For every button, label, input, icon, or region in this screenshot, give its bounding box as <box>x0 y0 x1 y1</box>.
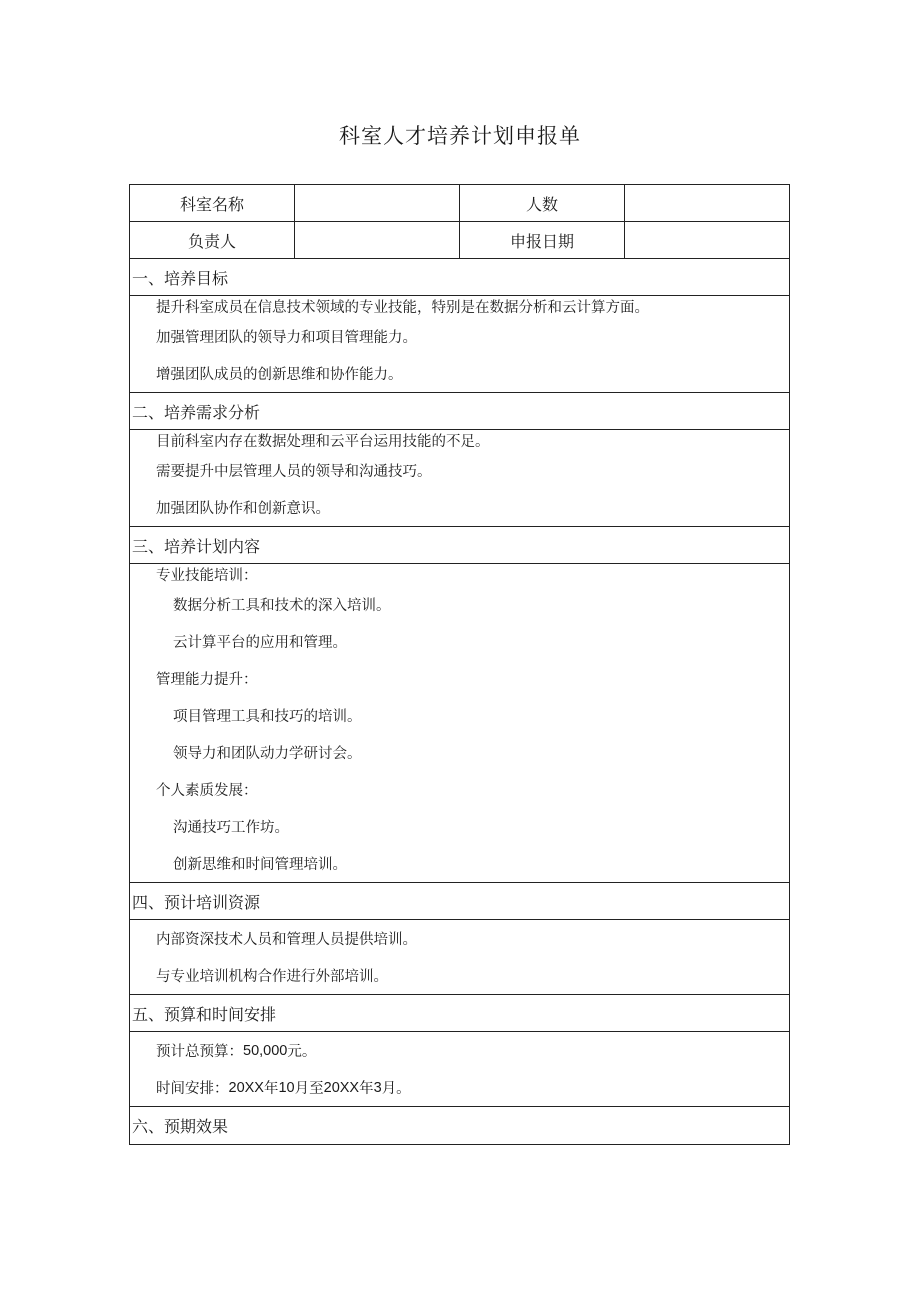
apply-date-field[interactable] <box>625 222 789 258</box>
list-item: 领导力和团队动力学研讨会。 <box>173 746 362 762</box>
list-item: 目前科室内存在数据处理和云平台运用技能的不足。 <box>156 434 490 450</box>
section-body-goals <box>130 296 789 393</box>
budget-label: 预计总预算： <box>156 1044 243 1060</box>
application-form <box>129 184 790 1145</box>
list-item: 需要提升中层管理人员的领导和沟通技巧。 <box>156 464 432 480</box>
schedule-end-year: 20XX <box>323 1079 360 1096</box>
schedule-label: 时间安排： <box>156 1081 229 1097</box>
list-item: 加强团队协作和创新意识。 <box>156 501 330 517</box>
budget-unit: 元。 <box>287 1044 317 1060</box>
list-item: 专业技能培训： <box>156 568 258 584</box>
schedule-start-year: 20XX <box>228 1079 264 1096</box>
section-heading-budget: 五、预算和时间安排 <box>130 995 789 1032</box>
section-body-needs <box>130 430 789 527</box>
list-item: 提升科室成员在信息技术领域的专业技能，特别是在数据分析和云计算方面。 <box>156 300 649 316</box>
list-item: 项目管理工具和技巧的培训。 <box>173 709 362 725</box>
budget-value: 50,000 <box>243 1042 288 1059</box>
list-item: 内部资深技术人员和管理人员提供培训。 <box>156 932 417 948</box>
section-body-resources <box>130 920 789 995</box>
schedule-month-end: 月。 <box>381 1081 411 1097</box>
list-item: 加强管理团队的领导力和项目管理能力。 <box>156 330 417 346</box>
apply-date-label: 申报日期 <box>460 222 625 258</box>
schedule-month-to: 月至 <box>294 1081 324 1097</box>
form-title: 科室人才培养计划申报单 <box>339 124 581 148</box>
section-heading-plan: 三、培养计划内容 <box>130 527 789 564</box>
list-item: 沟通技巧工作坊。 <box>173 820 289 836</box>
schedule-year-unit: 年 <box>263 1081 279 1097</box>
section-heading-outcomes: 六、预期效果 <box>132 1117 229 1136</box>
section-body-plan <box>130 564 789 883</box>
section-heading-resources: 四、预计培训资源 <box>130 883 789 920</box>
schedule-end-month: 3 <box>373 1079 382 1096</box>
header-row-2 <box>130 222 789 259</box>
list-item: 管理能力提升： <box>156 672 258 688</box>
section-heading-needs: 二、培养需求分析 <box>130 393 789 430</box>
responsible-person-field[interactable] <box>295 222 460 258</box>
headcount-label: 人数 <box>460 185 625 221</box>
schedule-start-month: 10 <box>278 1079 295 1096</box>
list-item: 云计算平台的应用和管理。 <box>173 635 347 651</box>
section-heading-goals: 一、培养目标 <box>130 259 789 296</box>
schedule-year-unit-2: 年 <box>359 1081 374 1097</box>
list-item: 增强团队成员的创新思维和协作能力。 <box>156 367 403 383</box>
list-item: 与专业培训机构合作进行外部培训。 <box>156 969 388 985</box>
section-body-budget <box>130 1032 789 1107</box>
list-item: 创新思维和时间管理培训。 <box>173 857 347 873</box>
list-item: 数据分析工具和技术的深入培训。 <box>173 598 391 614</box>
schedule-line <box>130 1069 789 1106</box>
headcount-field[interactable] <box>625 185 789 221</box>
dept-name-label: 科室名称 <box>130 185 295 221</box>
header-row-1 <box>130 185 789 222</box>
list-item: 个人素质发展： <box>156 783 258 799</box>
responsible-person-label: 负责人 <box>130 222 295 258</box>
dept-name-field[interactable] <box>295 185 460 221</box>
budget-line <box>130 1032 789 1069</box>
